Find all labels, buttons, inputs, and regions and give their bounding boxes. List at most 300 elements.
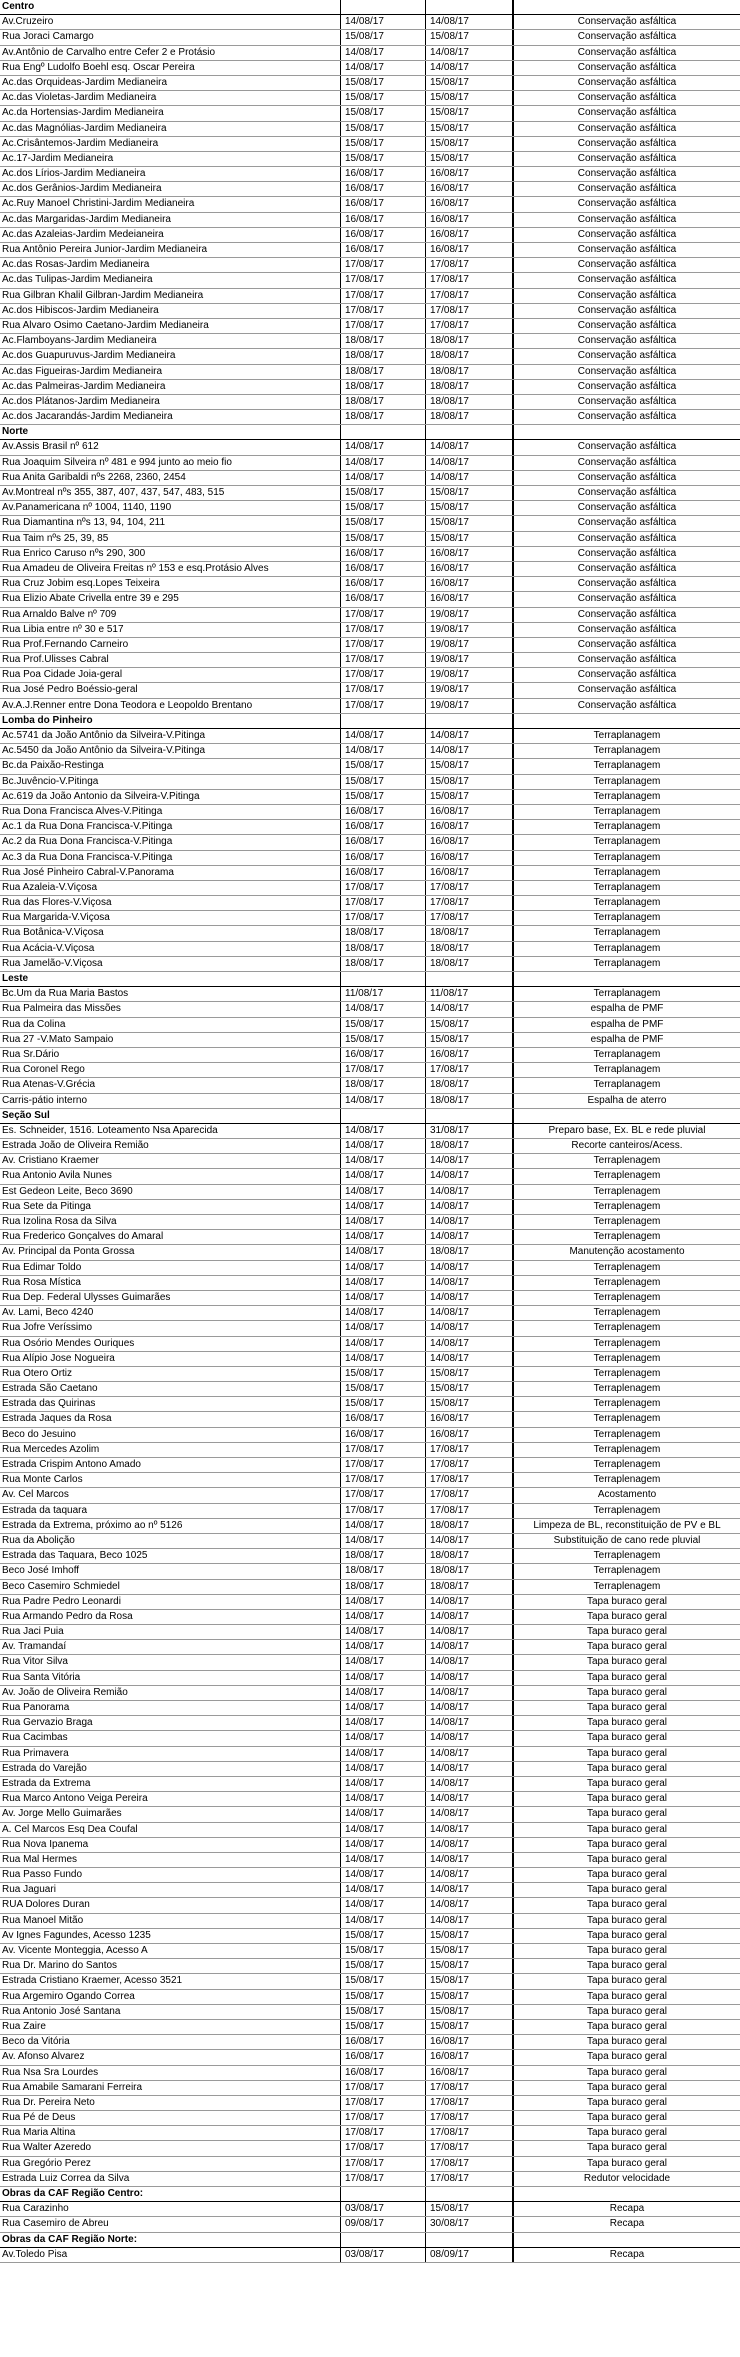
end-date-cell: 31/08/17 — [426, 1124, 514, 1138]
street-name-cell: Rua Primavera — [0, 1747, 341, 1761]
table-row — [0, 729, 740, 744]
start-date-cell: 15/08/17 — [341, 1033, 426, 1047]
table-row — [0, 1367, 740, 1382]
start-date-cell: 15/08/17 — [341, 30, 426, 44]
empty-cell — [426, 714, 514, 728]
service-type-cell: Terraplenagem — [593, 1580, 661, 1592]
street-name-cell: Rua Gilbran Khalil Gilbran-Jardim Medianeira — [0, 289, 341, 303]
service-type-cell: Conservação asfáltica — [577, 319, 677, 331]
start-date-cell: 15/08/17 — [341, 91, 426, 105]
start-date-cell: 18/08/17 — [341, 395, 426, 409]
service-type-cell: Terraplanagem — [593, 927, 661, 939]
service-type-cell: Tapa buraco geral — [586, 1762, 668, 1774]
street-name-cell: Estrada da Extrema, próximo ao nº 5126 — [0, 1519, 341, 1533]
table-row — [0, 1306, 740, 1321]
end-date-cell: 14/08/17 — [426, 1291, 514, 1305]
table-row — [0, 30, 740, 45]
table-row — [0, 1944, 740, 1959]
street-name-cell: Rua Jaguari — [0, 1883, 341, 1897]
service-type-cell: Terraplenagem — [593, 1231, 661, 1243]
table-row — [0, 957, 740, 972]
service-type-cell: Tapa buraco geral — [586, 1610, 668, 1622]
street-name-cell: Beco Casemiro Schmiedel — [0, 1580, 341, 1594]
table-row — [0, 942, 740, 957]
end-date-cell: 14/08/17 — [426, 1731, 514, 1745]
service-type-cell: Terraplanagem — [593, 745, 661, 757]
service-type-cell: Tapa buraco geral — [586, 1929, 668, 1941]
street-name-cell: Rua Vitor Silva — [0, 1655, 341, 1669]
start-date-cell: 18/08/17 — [341, 365, 426, 379]
start-date-cell: 15/08/17 — [341, 1018, 426, 1032]
table-row — [0, 46, 740, 61]
end-date-cell: 15/08/17 — [426, 1382, 514, 1396]
service-type-cell: Conservação asfáltica — [577, 593, 677, 605]
service-type-cell: Terraplanagem — [593, 866, 661, 878]
start-date-cell: 15/08/17 — [341, 1929, 426, 1943]
end-date-cell: 16/08/17 — [426, 592, 514, 606]
table-row — [0, 744, 740, 759]
start-date-cell: 16/08/17 — [341, 835, 426, 849]
end-date-cell: 14/08/17 — [426, 1276, 514, 1290]
start-date-cell: 14/08/17 — [341, 1321, 426, 1335]
service-type-cell: Conservação asfáltica — [577, 335, 677, 347]
end-date-cell: 15/08/17 — [426, 532, 514, 546]
service-type-cell: Tapa buraco geral — [586, 1777, 668, 1789]
empty-cell — [426, 0, 514, 14]
street-name-cell: Ac.dos Guapuruvus-Jardim Medianeira — [0, 349, 341, 363]
section-header-row — [0, 425, 740, 440]
street-name-cell: Rua Amadeu de Oliveira Freitas nº 153 e esq.Protásio Alves — [0, 562, 341, 576]
service-type-cell: Conservação asfáltica — [577, 61, 677, 73]
table-row — [0, 197, 740, 212]
table-row — [0, 304, 740, 319]
street-name-cell: Estrada da Extrema — [0, 1777, 341, 1791]
end-date-cell: 18/08/17 — [426, 334, 514, 348]
end-date-cell: 16/08/17 — [426, 2050, 514, 2064]
street-name-cell: Ac.das Magnólias-Jardim Medianeira — [0, 122, 341, 136]
end-date-cell: 16/08/17 — [426, 1048, 514, 1062]
table-row — [0, 1731, 740, 1746]
end-date-cell: 15/08/17 — [426, 516, 514, 530]
street-name-cell: Rua Botânica-V.Viçosa — [0, 926, 341, 940]
table-row — [0, 1412, 740, 1427]
service-type-cell: Tapa buraco geral — [586, 1671, 668, 1683]
end-date-cell: 18/08/17 — [426, 1580, 514, 1594]
service-type-cell: Tapa buraco geral — [586, 2112, 668, 2124]
table-row — [0, 683, 740, 698]
service-type-cell: Tapa buraco geral — [586, 1884, 668, 1896]
end-date-cell: 17/08/17 — [426, 1443, 514, 1457]
end-date-cell: 14/08/17 — [426, 1306, 514, 1320]
table-row — [0, 228, 740, 243]
street-name-cell: Ac.Flamboyans-Jardim Medianeira — [0, 334, 341, 348]
start-date-cell: 17/08/17 — [341, 2081, 426, 2095]
street-name-cell: Rua Cacimbas — [0, 1731, 341, 1745]
service-type-cell: Terraplanagem — [593, 1048, 661, 1060]
service-type-cell: Conservação asfáltica — [577, 578, 677, 590]
table-row — [0, 61, 740, 76]
section-title: Obras da CAF Região Centro: — [0, 2187, 341, 2201]
end-date-cell: 14/08/17 — [426, 1230, 514, 1244]
table-row — [0, 1595, 740, 1610]
end-date-cell: 17/08/17 — [426, 1458, 514, 1472]
end-date-cell: 14/08/17 — [426, 1154, 514, 1168]
service-type-cell: Conservação asfáltica — [577, 259, 677, 271]
street-name-cell: Estrada Cristiano Kraemer, Acesso 3521 — [0, 1974, 341, 1988]
start-date-cell: 17/08/17 — [341, 2126, 426, 2140]
street-name-cell: Av. Jorge Mello Guimarães — [0, 1807, 341, 1821]
service-type-cell: Terraplanagem — [593, 790, 661, 802]
street-name-cell: Av. Afonso Alvarez — [0, 2050, 341, 2064]
service-type-cell: Tapa buraco geral — [586, 1899, 668, 1911]
service-type-cell: Tapa buraco geral — [586, 1732, 668, 1744]
street-name-cell: Rua Padre Pedro Leonardi — [0, 1595, 341, 1609]
start-date-cell: 15/08/17 — [341, 775, 426, 789]
empty-cell — [514, 2187, 740, 2201]
end-date-cell: 16/08/17 — [426, 577, 514, 591]
start-date-cell: 15/08/17 — [341, 1367, 426, 1381]
end-date-cell: 14/08/17 — [426, 1868, 514, 1882]
start-date-cell: 14/08/17 — [341, 1671, 426, 1685]
end-date-cell: 08/09/17 — [426, 2248, 514, 2262]
service-type-cell: Tapa buraco geral — [586, 1853, 668, 1865]
end-date-cell: 14/08/17 — [426, 15, 514, 29]
street-name-cell: Rua Prof.Ulisses Cabral — [0, 653, 341, 667]
street-name-cell: Ac.2 da Rua Dona Francisca-V.Pitinga — [0, 835, 341, 849]
service-type-cell: Conservação asfáltica — [577, 547, 677, 559]
start-date-cell: 14/08/17 — [341, 46, 426, 60]
service-type-cell: Conservação asfáltica — [577, 244, 677, 255]
table-row — [0, 1200, 740, 1215]
end-date-cell: 18/08/17 — [426, 1094, 514, 1108]
service-type-cell: Limpeza de BL, reconstituição de PV e BL — [533, 1519, 721, 1531]
start-date-cell: 17/08/17 — [341, 2141, 426, 2155]
service-type-cell: Substituição de cano rede pluvial — [553, 1534, 701, 1546]
start-date-cell: 17/08/17 — [341, 653, 426, 667]
service-type-cell: Terraplenagem — [593, 1216, 661, 1227]
end-date-cell: 17/08/17 — [426, 1488, 514, 1502]
service-type-cell: Terraplanagem — [593, 730, 661, 741]
table-row — [0, 1807, 740, 1822]
service-type-cell: Tapa buraco geral — [586, 1702, 668, 1713]
start-date-cell: 17/08/17 — [341, 304, 426, 318]
end-date-cell: 14/08/17 — [426, 729, 514, 743]
street-name-cell: Rua Palmeira das Missões — [0, 1002, 341, 1016]
table-row — [0, 1747, 740, 1762]
table-row — [0, 1352, 740, 1367]
end-date-cell: 14/08/17 — [426, 1671, 514, 1685]
street-name-cell: Rua Manoel Mitão — [0, 1914, 341, 1928]
table-row — [0, 1002, 740, 1017]
street-name-cell: Ac.da Hortensias-Jardim Medianeira — [0, 106, 341, 120]
start-date-cell: 14/08/17 — [341, 1823, 426, 1837]
end-date-cell: 14/08/17 — [426, 1640, 514, 1654]
start-date-cell: 16/08/17 — [341, 167, 426, 181]
service-type-cell: Conservação asfáltica — [577, 274, 677, 286]
table-row — [0, 486, 740, 501]
street-name-cell: Av.Montreal nºs 355, 387, 407, 437, 547, 483, 515 — [0, 486, 341, 500]
start-date-cell: 14/08/17 — [341, 1337, 426, 1351]
table-row — [0, 516, 740, 531]
table-row — [0, 243, 740, 258]
start-date-cell: 18/08/17 — [341, 349, 426, 363]
street-name-cell: Rua Poa Cidade Joia-geral — [0, 668, 341, 682]
street-name-cell: Rua Cruz Jobim esq.Lopes Teixeira — [0, 577, 341, 591]
street-name-cell: Rua Gervazio Braga — [0, 1716, 341, 1730]
street-name-cell: Av Ignes Fagundes, Acesso 1235 — [0, 1929, 341, 1943]
service-type-cell: Conservação asfáltica — [577, 471, 677, 483]
service-type-cell: Tapa buraco geral — [586, 1641, 668, 1653]
start-date-cell: 14/08/17 — [341, 1655, 426, 1669]
start-date-cell: 17/08/17 — [341, 258, 426, 272]
service-type-cell: Conservação asfáltica — [577, 31, 677, 43]
table-row — [0, 1914, 740, 1929]
street-name-cell: Estrada Crispim Antono Amado — [0, 1458, 341, 1472]
street-name-cell: Es. Schneider, 1516. Loteamento Nsa Aparecida — [0, 1124, 341, 1138]
table-row — [0, 1488, 740, 1503]
street-name-cell: Av.Panamericana nº 1004, 1140, 1190 — [0, 501, 341, 515]
street-name-cell: Rua 27 -V.Mato Sampaio — [0, 1033, 341, 1047]
table-row — [0, 668, 740, 683]
table-row — [0, 289, 740, 304]
end-date-cell: 15/08/17 — [426, 759, 514, 773]
table-row — [0, 1473, 740, 1488]
table-row — [0, 1139, 740, 1154]
street-name-cell: Bc.Um da Rua Maria Bastos — [0, 987, 341, 1001]
end-date-cell: 16/08/17 — [426, 805, 514, 819]
street-name-cell: Ac.dos Gerânios-Jardim Medianeira — [0, 182, 341, 196]
service-type-cell: Terraplanagem — [593, 897, 661, 909]
table-row — [0, 805, 740, 820]
end-date-cell: 18/08/17 — [426, 1078, 514, 1092]
start-date-cell: 14/08/17 — [341, 1792, 426, 1806]
end-date-cell: 14/08/17 — [426, 440, 514, 454]
service-type-cell: Terraplenagem — [593, 1155, 661, 1167]
start-date-cell: 17/08/17 — [341, 273, 426, 287]
table-row — [0, 1625, 740, 1640]
start-date-cell: 17/08/17 — [341, 668, 426, 682]
end-date-cell: 16/08/17 — [426, 1428, 514, 1442]
empty-cell — [341, 1109, 426, 1123]
street-name-cell: Rua Otero Ortiz — [0, 1367, 341, 1381]
section-header-row — [0, 1109, 740, 1124]
start-date-cell: 16/08/17 — [341, 866, 426, 880]
street-name-cell: Carris-pátio interno — [0, 1094, 341, 1108]
service-type-cell: espalha de PMF — [590, 1033, 664, 1045]
table-row — [0, 2172, 740, 2187]
table-row — [0, 2020, 740, 2035]
table-row — [0, 2035, 740, 2050]
start-date-cell: 14/08/17 — [341, 61, 426, 75]
service-type-cell: Terraplenagem — [593, 1170, 661, 1182]
start-date-cell: 15/08/17 — [341, 122, 426, 136]
service-type-cell: Tapa buraco geral — [586, 2036, 668, 2048]
street-name-cell: Av. Cristiano Kraemer — [0, 1154, 341, 1168]
street-name-cell: Av. Cel Marcos — [0, 1488, 341, 1502]
end-date-cell: 19/08/17 — [426, 638, 514, 652]
empty-cell — [514, 425, 740, 439]
street-name-cell: Rua Sr.Dário — [0, 1048, 341, 1062]
street-name-cell: Estrada da taquara — [0, 1504, 341, 1518]
service-type-cell: Terraplanagem — [593, 881, 661, 893]
end-date-cell: 15/08/17 — [426, 1367, 514, 1381]
end-date-cell: 15/08/17 — [426, 2020, 514, 2034]
start-date-cell: 16/08/17 — [341, 851, 426, 865]
street-name-cell: Rua Alípio Jose Nogueira — [0, 1352, 341, 1366]
street-name-cell: Rua Margarida-V.Viçosa — [0, 911, 341, 925]
start-date-cell: 14/08/17 — [341, 1838, 426, 1852]
service-type-cell: Tapa buraco geral — [586, 2096, 668, 2108]
service-type-cell: Conservação asfáltica — [577, 228, 677, 240]
street-name-cell: Estrada do Varejão — [0, 1762, 341, 1776]
table-row — [0, 911, 740, 926]
end-date-cell: 14/08/17 — [426, 1352, 514, 1366]
table-row — [0, 1868, 740, 1883]
table-row — [0, 1428, 740, 1443]
service-type-cell: Terraplanagem — [593, 988, 661, 1000]
end-date-cell: 17/08/17 — [426, 289, 514, 303]
street-name-cell: Ac.dos Jacarandás-Jardim Medianeira — [0, 410, 341, 424]
section-header-row — [0, 972, 740, 987]
service-type-cell: Tapa buraco geral — [586, 2020, 668, 2032]
service-type-cell: Conservação asfáltica — [577, 107, 677, 119]
service-type-cell: Terraplenagem — [593, 1291, 661, 1303]
table-row — [0, 926, 740, 941]
start-date-cell: 15/08/17 — [341, 2020, 426, 2034]
start-date-cell: 16/08/17 — [341, 562, 426, 576]
street-name-cell: Rua José Pedro Boéssio-geral — [0, 683, 341, 697]
start-date-cell: 09/08/17 — [341, 2217, 426, 2231]
start-date-cell: 17/08/17 — [341, 1443, 426, 1457]
start-date-cell: 16/08/17 — [341, 213, 426, 227]
street-name-cell: Ac.dos Plátanos-Jardim Medianeira — [0, 395, 341, 409]
start-date-cell: 14/08/17 — [341, 1777, 426, 1791]
empty-cell — [426, 1109, 514, 1123]
table-row — [0, 547, 740, 562]
street-name-cell: Rua Carazinho — [0, 2202, 341, 2216]
start-date-cell: 14/08/17 — [341, 1762, 426, 1776]
table-row — [0, 623, 740, 638]
start-date-cell: 16/08/17 — [341, 2050, 426, 2064]
service-type-cell: Tapa buraco geral — [586, 2142, 668, 2154]
street-name-cell: Rua José Pinheiro Cabral-V.Panorama — [0, 866, 341, 880]
table-row — [0, 2248, 740, 2263]
end-date-cell: 17/08/17 — [426, 1063, 514, 1077]
end-date-cell: 15/08/17 — [426, 775, 514, 789]
start-date-cell: 15/08/17 — [341, 486, 426, 500]
end-date-cell: 14/08/17 — [426, 1686, 514, 1700]
start-date-cell: 14/08/17 — [341, 1169, 426, 1183]
start-date-cell: 14/08/17 — [341, 1519, 426, 1533]
end-date-cell: 14/08/17 — [426, 1838, 514, 1852]
end-date-cell: 15/08/17 — [426, 1944, 514, 1958]
end-date-cell: 15/08/17 — [426, 1974, 514, 1988]
start-date-cell: 14/08/17 — [341, 1154, 426, 1168]
service-type-cell: Tapa buraco geral — [586, 2157, 668, 2169]
section-title: Seção Sul — [0, 1109, 341, 1123]
street-name-cell: Est Gedeon Leite, Beco 3690 — [0, 1185, 341, 1199]
empty-cell — [426, 2187, 514, 2201]
street-name-cell: Ac.1 da Rua Dona Francisca-V.Pitinga — [0, 820, 341, 834]
empty-cell — [514, 2233, 740, 2247]
service-type-cell: Conservação asfáltica — [577, 289, 677, 301]
street-name-cell: Estrada Jaques da Rosa — [0, 1412, 341, 1426]
start-date-cell: 17/08/17 — [341, 289, 426, 303]
table-row — [0, 1640, 740, 1655]
street-name-cell: Rua Coronel Rego — [0, 1063, 341, 1077]
service-type-cell: Preparo base, Ex. BL e rede pluvial — [548, 1124, 706, 1136]
end-date-cell: 15/08/17 — [426, 2202, 514, 2216]
street-name-cell: Ac.das Violetas-Jardim Medianeira — [0, 91, 341, 105]
table-row — [0, 1519, 740, 1534]
table-row — [0, 532, 740, 547]
table-row — [0, 410, 740, 425]
empty-cell — [514, 972, 740, 986]
table-row — [0, 395, 740, 410]
end-date-cell: 17/08/17 — [426, 881, 514, 895]
street-name-cell: Rua Argemiro Ogando Correa — [0, 1990, 341, 2004]
street-name-cell: Ac.5450 da João Antônio da Silveira-V.Pitinga — [0, 744, 341, 758]
start-date-cell: 17/08/17 — [341, 683, 426, 697]
service-type-cell: Conservação asfáltica — [577, 365, 677, 377]
end-date-cell: 18/08/17 — [426, 1564, 514, 1578]
end-date-cell: 16/08/17 — [426, 228, 514, 242]
table-row — [0, 896, 740, 911]
end-date-cell: 11/08/17 — [426, 987, 514, 1001]
table-row — [0, 91, 740, 106]
end-date-cell: 16/08/17 — [426, 2035, 514, 2049]
service-type-cell: Terraplanagem — [593, 760, 661, 772]
street-name-cell: Rua Anita Garibaldi nºs 2268, 2360, 2454 — [0, 471, 341, 485]
table-row — [0, 1655, 740, 1670]
end-date-cell: 17/08/17 — [426, 2081, 514, 2095]
street-name-cell: Rua Santa Vitória — [0, 1671, 341, 1685]
start-date-cell: 14/08/17 — [341, 1898, 426, 1912]
start-date-cell: 17/08/17 — [341, 1504, 426, 1518]
street-name-cell: Av. Vicente Monteggia, Acesso A — [0, 1944, 341, 1958]
end-date-cell: 17/08/17 — [426, 2141, 514, 2155]
end-date-cell: 16/08/17 — [426, 851, 514, 865]
service-type-cell: Conservação asfáltica — [577, 213, 677, 225]
street-name-cell: Rua Antonio Avila Nunes — [0, 1169, 341, 1183]
service-type-cell: Recapa — [609, 2218, 645, 2230]
service-type-cell: Terraplenagem — [593, 1428, 661, 1440]
table-row — [0, 2081, 740, 2096]
table-row — [0, 1048, 740, 1063]
start-date-cell: 18/08/17 — [341, 926, 426, 940]
start-date-cell: 18/08/17 — [341, 957, 426, 971]
section-title: Obras da CAF Região Norte: — [0, 2233, 341, 2247]
service-type-cell: Terraplanagem — [593, 836, 661, 848]
end-date-cell: 15/08/17 — [426, 1397, 514, 1411]
table-row — [0, 471, 740, 486]
end-date-cell: 17/08/17 — [426, 258, 514, 272]
service-type-cell: Conservação asfáltica — [577, 562, 677, 574]
table-row — [0, 1063, 740, 1078]
start-date-cell: 18/08/17 — [341, 410, 426, 424]
table-row — [0, 759, 740, 774]
end-date-cell: 14/08/17 — [426, 1185, 514, 1199]
table-row — [0, 608, 740, 623]
table-row — [0, 1762, 740, 1777]
end-date-cell: 17/08/17 — [426, 2096, 514, 2110]
table-row — [0, 1230, 740, 1245]
service-type-cell: Conservação asfáltica — [577, 487, 677, 498]
start-date-cell: 15/08/17 — [341, 1397, 426, 1411]
street-name-cell: Rua Casemiro de Abreu — [0, 2217, 341, 2231]
empty-cell — [341, 425, 426, 439]
service-type-cell: Conservação asfáltica — [577, 183, 677, 195]
